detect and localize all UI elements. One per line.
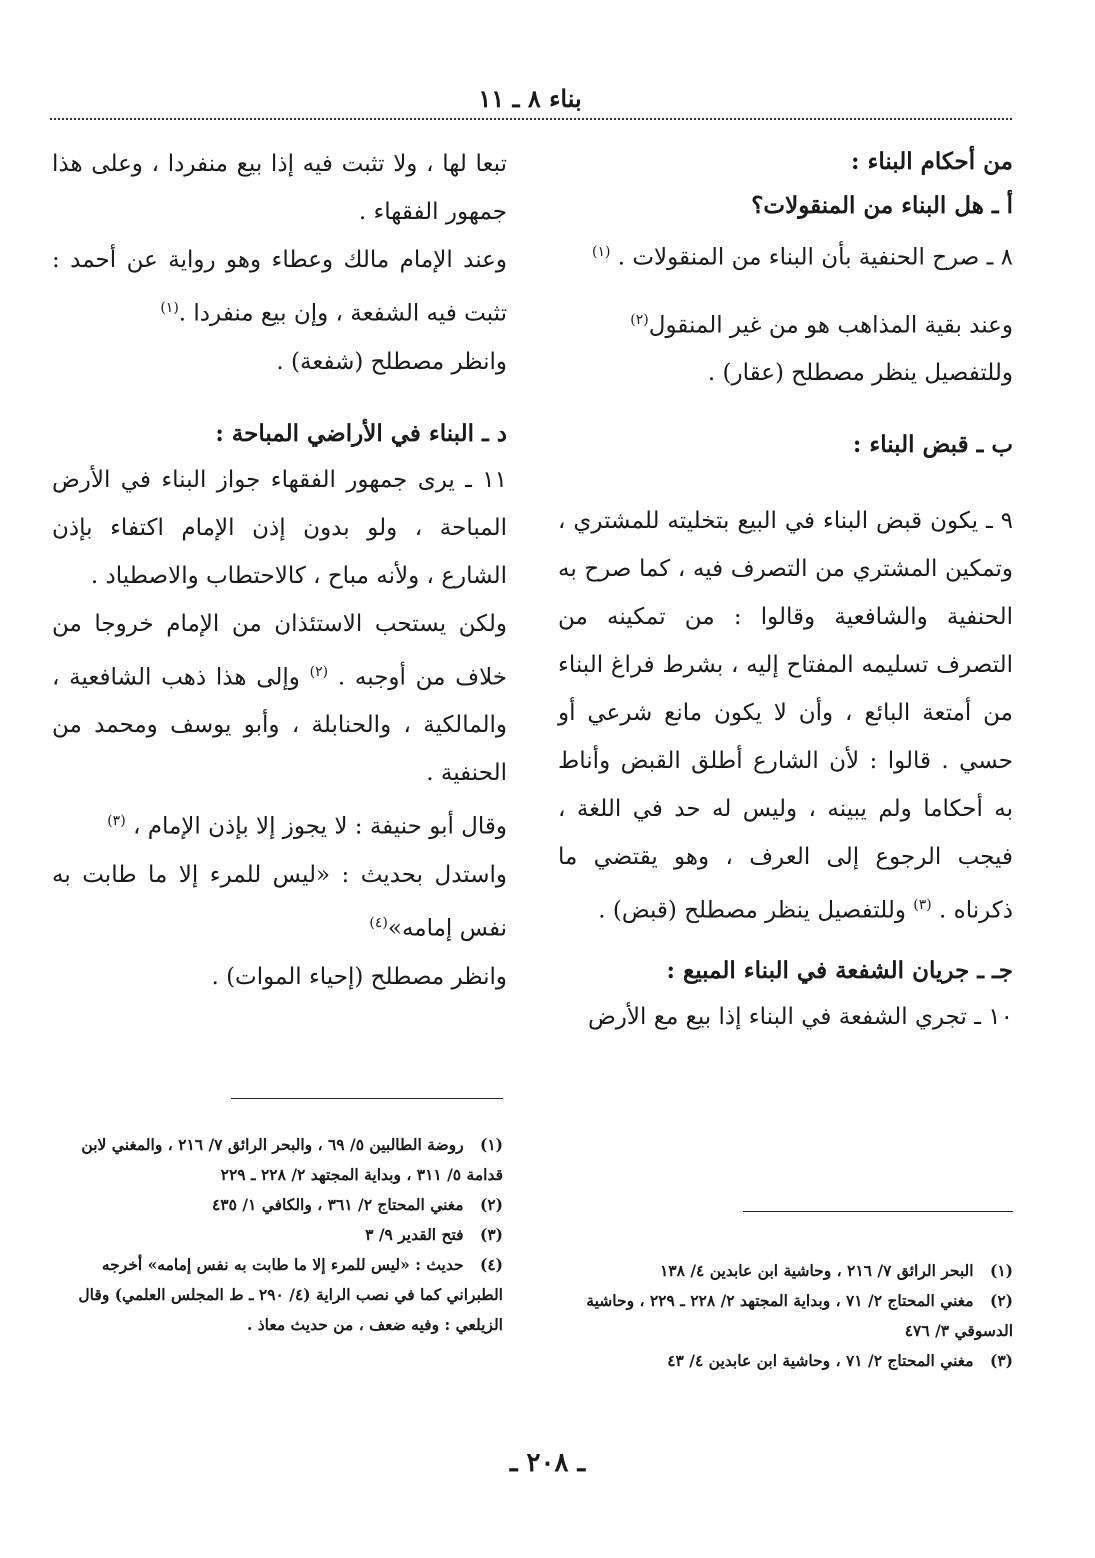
footnote (43, 1130, 503, 1190)
footnote (558, 1256, 1013, 1286)
footnotes-left (43, 1130, 503, 1340)
paragraph-11d (52, 851, 507, 953)
subsection-c-title: جـ ـ جريان الشفعة في البناء المبيع : (666, 956, 1013, 984)
paragraph-8-text: ٨ ـ صرح الحنفية بأن البناء من المنقولات . (617, 244, 1013, 271)
footnote (43, 1220, 503, 1250)
left-column (52, 140, 507, 1001)
paragraph-8b-text: وعند بقية المذاهب هو من غير المنقول (648, 312, 1013, 339)
paragraph-11: ١١ ـ يرى جمهور الفقهاء جواز البناء في الأرض المباحة ، ولو بدون إذن الإمام اكتفاء بإذن الشارع ، ولأنه مباح ، كالاحتطاب والاصطياد . (52, 466, 507, 589)
footnote-text: حديث : «ليس للمرء إلا ما طابت به نفس إمامه» أخرجه الطبراني كما في نصب الراية (٤/ ٢٩٠ ـ ط المجلس العلمي) وقال الزيلعي : وفيه ضعف ، من حديث معاذ . (78, 1255, 503, 1334)
header-divider (50, 118, 1012, 120)
footnote (43, 1190, 503, 1220)
footnote-number: (٢) (989, 1291, 1013, 1310)
subsection-d-title: د ـ البناء في الأراضي المباحة : (215, 419, 507, 447)
paragraph-11d-text: واستدل بحديث : «ليس للمرء إلا ما طابت به نفس إمامه» (52, 861, 507, 942)
paragraph-9-tail: وللتفصيل ينظر مصطلح (قبض) . (598, 897, 906, 924)
paragraph-10b-text: وعند الإمام مالك وعطاء وهو رواية عن أحمد : تثبت فيه الشفعة ، وإن بيع منفردا . (52, 247, 507, 327)
footnote-ref: (٤) (369, 914, 388, 931)
paragraph-11b (52, 600, 507, 798)
footnote-ref: (٢) (309, 663, 329, 680)
subsection-a-title: أ ـ هل البناء من المنقولات؟ (751, 192, 1013, 219)
footnote-number: (٢) (479, 1195, 503, 1214)
page-header: بناء ٨ ـ ١١ (478, 84, 582, 113)
footnote-text: مغني المحتاج ٢/ ٣٦١ ، والكافي ١/ ٤٣٥ (211, 1195, 464, 1214)
subsection-b-title: ب ـ قبض البناء : (852, 431, 1013, 459)
footnote-number: (١) (989, 1261, 1013, 1280)
paragraph-11b-tail: وإلى هذا ذهب الشافعية ، والمالكية ، والحنابلة ، وأبو يوسف ومحمد من الحنفية . (52, 664, 507, 787)
page-number: ـ ٢٠٨ ـ (509, 1448, 586, 1478)
footnote-text: مغني المحتاج ٢/ ٧١ ، وبداية المجتهد ٢/ ٢٢٨ ـ ٢٢٩ ، وحاشية الدسوقي ٣/ ٤٧٦ (586, 1291, 1013, 1340)
paragraph-11c-text: وقال أبو حنيفة : لا يجوز إلا بإذن الإمام ، (132, 813, 507, 840)
footnote-divider-right (743, 1211, 1013, 1212)
paragraph-9 (558, 497, 1013, 935)
footnote (558, 1346, 1013, 1376)
footnote-text: البحر الرائق ٧/ ٢١٦ ، وحاشية ابن عابدين ٤/ ١٣٨ (659, 1261, 974, 1280)
paragraph-9-text: ٩ ـ يكون قبض البناء في البيع بتخليته للمشتري ، وتمكين المشتري من التصرف فيه ، كما صرح به الحنفية والشافعية وقالوا : من تمكينه من التصرف تسليمه المفتاح إليه ، بشرط فراغ البناء من أمتعة البائع ، وأن لا يكون مانع شرعي أو حسي . قالوا : لأن الشارع أطلق القبض وأناط به أحكاما ولم يبينه ، وليس له حد في اللغة ، فيجب الرجوع إلى العرف ، وهو يقتضي ما ذكرناه . (558, 508, 1013, 924)
section-title: من أحكام البناء : (851, 148, 1013, 175)
footnote (43, 1250, 503, 1340)
footnote-ref: (١) (592, 244, 611, 260)
paragraph-10-continued: تبعا لها ، ولا تثبت فيه إذا بيع منفردا ، وعلى هذا جمهور الفقهاء . (52, 151, 507, 225)
paragraph-8 (558, 228, 1013, 282)
paragraph-10c: وانظر مصطلح (شفعة) . (276, 348, 507, 375)
footnote-divider-left (231, 1098, 503, 1099)
footnote-text: فتح القدير ٩/ ٣ (365, 1225, 464, 1244)
footnote-ref: (٣) (107, 813, 126, 830)
footnote-ref: (٢) (630, 311, 649, 328)
paragraph-11c (52, 797, 507, 851)
paragraph-8b (558, 296, 1013, 350)
paragraph-8c: وللتفصيل ينظر مصطلح (عقار) . (707, 360, 1013, 387)
footnote-number: (٤) (479, 1255, 503, 1274)
paragraph-10: ١٠ ـ تجري الشفعة في البناء إذا بيع مع الأرض (587, 1003, 1013, 1030)
paragraph-11b-text: ولكن يستحب الاستئذان من الإمام خروجا من خلاف من أوجبه . (52, 610, 508, 691)
footnote-number: (٣) (479, 1225, 503, 1244)
footnote-text: روضة الطالبين ٥/ ٦٩ ، والبحر الرائق ٧/ ٢١٦ ، والمغني لابن قدامة ٥/ ٣١١ ، وبداية المجتهد ٢/ ٢٢٨ ـ ٢٢٩ (81, 1135, 503, 1184)
footnote-ref: (١) (160, 300, 179, 316)
paragraph-10b (52, 236, 507, 338)
footnote-number: (١) (479, 1135, 503, 1154)
right-column (558, 140, 1013, 1041)
footnotes-right (558, 1256, 1013, 1376)
footnote-ref: (٣) (913, 897, 932, 914)
footnote-number: (٣) (989, 1351, 1013, 1370)
footnote (558, 1286, 1013, 1346)
footnote-text: مغني المحتاج ٢/ ٧١ ، وحاشية ابن عابدين ٤/ ٤٣ (667, 1351, 974, 1370)
paragraph-11e: وانظر مصطلح (إحياء الموات) . (211, 963, 507, 990)
